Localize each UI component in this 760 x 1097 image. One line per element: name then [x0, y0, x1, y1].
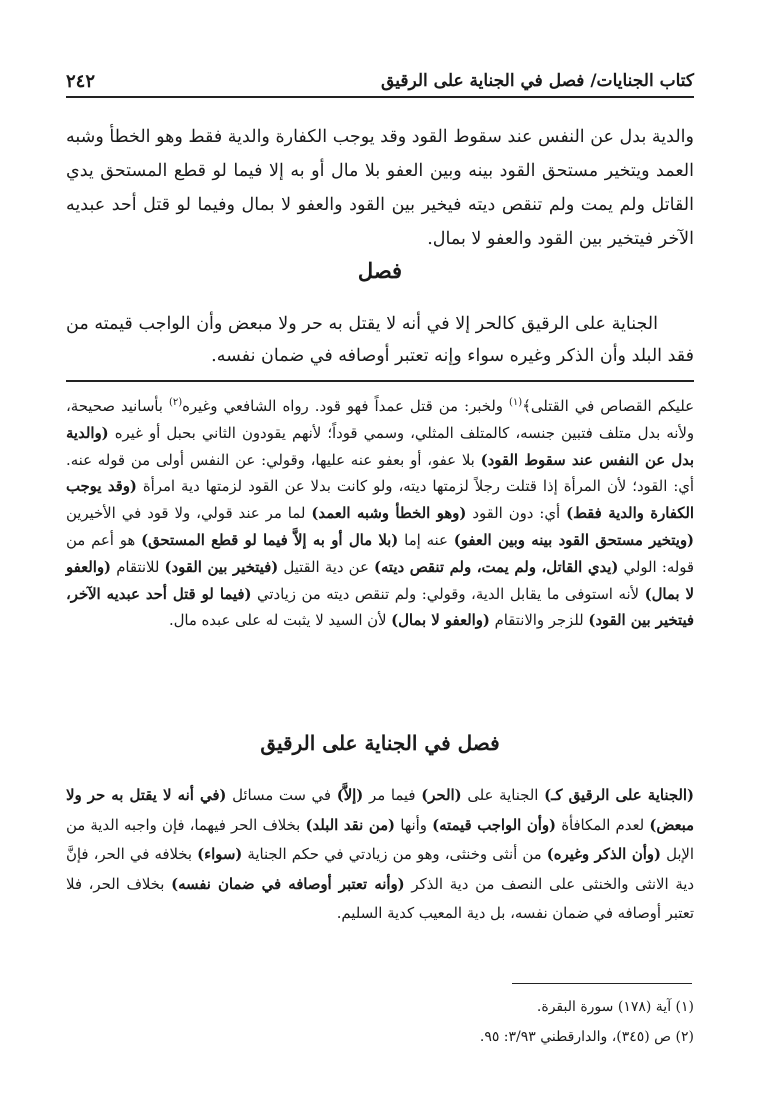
commentary-text: وأنها [395, 816, 433, 834]
commentary-text: بخلاف الحر، فلا تعتبر أوصافه في ضمان نفسه، بل دية المعيب كدية السليم. [66, 875, 694, 922]
quoted-matn: (ويتخير مستحق القود بينه وبين العفو) [453, 531, 694, 549]
commentary-block-2 [66, 781, 694, 929]
commentary-text: ولخبر: من قتل عمداً فهو قود. رواه الشافعي وغيره [182, 397, 510, 415]
quoted-matn: (سواء) [197, 846, 243, 863]
quoted-matn: (والعفو لا بمال) [391, 612, 490, 630]
quoted-matn: (إلاَّ) [336, 787, 364, 804]
commentary-text: بخلافه في الحر، فإنَّ دية الانثى والخنثى على النصف من دية الذكر [66, 846, 694, 893]
section-heading: فصل [357, 258, 403, 283]
commentary-text: لعدم المكافأة [556, 816, 650, 834]
footnote-ref: (١) [509, 397, 523, 408]
quoted-matn: (وأنه تعتبر أوصافه في ضمان نفسه) [171, 875, 405, 893]
commentary-text: من أنثى وخنثى، وهو من زيادتي في حكم الجناية [242, 846, 547, 863]
commentary-text: بلا عفو، أو بعفو عنه عليها، وقولي: عن النفس أولى من قوله عنه. أي: القود؛ لأن المرأة إذا قتلت رجلاً لزمتها ديته، ولو كانت بدلا عن القود لزمتها دية امرأة [66, 451, 695, 496]
quoted-matn: (في أنه لا يقتل به حر ولا مبعض) [66, 787, 694, 834]
footnotes [66, 992, 694, 1052]
page-number: ٢٤٢ [66, 70, 96, 92]
commentary-text: في ست مسائل [226, 787, 337, 804]
commentary-text: للانتقام [111, 558, 165, 576]
quoted-matn: (يدي القاتل، ولم يمت، ولم تنقص ديته) [373, 558, 619, 576]
footnote-divider [512, 983, 692, 984]
commentary-text: هو أعم من قوله: الولي [66, 531, 694, 576]
commentary-text: الجناية على [461, 787, 545, 804]
quoted-matn: (فيما لو قتل أحد عبديه الآخر، فيتخير بين القود) [66, 585, 694, 630]
commentary-text: للزجر والانتقام [489, 612, 589, 630]
quoted-matn: (والدية بدل عن النفس عند سقوط القود) [66, 424, 694, 469]
commentary-text: أي: دون القود [466, 505, 567, 523]
commentary-text: لما مر عند قولي، ولا قود في الأخيرين [66, 505, 312, 523]
quoted-matn: (بلا مال أو به إلاَّ فيما لو قطع المستحق) [141, 531, 399, 549]
commentary-text: عنه إما [398, 531, 454, 549]
commentary-text: بأسانيد صحيحة، ولأنه بدل متلف فتبين جنسه، كالمتلف المثلي، وسمي قوداً؛ لأنهم يقودون الثاني بحبل أو غيره [66, 397, 694, 442]
quoted-matn: (من نقد البلد) [305, 816, 396, 834]
commentary-text: فيما مر [363, 787, 422, 804]
footnote-1: (١) آية (١٧٨) سورة البقرة. [536, 999, 694, 1015]
quoted-matn: (وأن الواجب قيمته) [432, 816, 557, 834]
subsection-heading: فصل في الجناية على الرقيق [260, 731, 500, 755]
quoted-matn: (الحر) [421, 787, 462, 804]
commentary-text: عن دية القتيل [278, 558, 374, 576]
commentary-text: لأن السيد لا يثبت له على عبده مال. [168, 612, 392, 630]
quoted-matn: (فيتخير بين القود) [164, 558, 279, 576]
commentary-block-1 [66, 390, 694, 635]
quoted-matn: (وأن الذكر وغيره) [546, 846, 661, 863]
quoted-matn: (وهو الخطأ وشبه العمد) [311, 505, 467, 523]
running-header [66, 66, 694, 98]
footnote-2: (٢) ص (٣٤٥)، والدارقطني ٣/٩٣: ٩٥. [479, 1029, 694, 1045]
quoted-matn: (والعفو لا بمال) [66, 558, 694, 603]
text-divider [66, 380, 694, 382]
header-title: كتاب الجنايات/ فصل في الجناية على الرقيق [381, 71, 694, 91]
main-text: والدية بدل عن النفس عند سقوط القود وقد يوجب الكفارة والدية فقط وهو الخطأ وشبه العمد ويتخير مستحق القود بينه وبين العفو بلا مال أو به إلا فيما لو قطع المستحق يدي القاتل ولم يمت ولم تنقص ديته فيخير بين القود والعفو لا بمال وفيما لو قتل أحد عبديه الآخر فيتخير بين القود والعفو لا بمال. [66, 127, 694, 249]
section-text: الجناية على الرقيق كالحر إلا في أنه لا يقتل به حر ولا مبعض وأن الواجب قيمته من فقد البلد وأن الذكر وغيره سواء وإنه تعتبر أوصافه في ضمان نفسه. [66, 314, 694, 366]
commentary-text: عليكم القصاص في القتلى﴾ [522, 397, 694, 415]
quoted-matn: (الجناية على الرقيق كـ) [544, 787, 694, 804]
commentary-text: بخلاف الحر فيهما، فإن واجبه الدية من الإبل [66, 816, 694, 863]
quoted-matn: (وقد يوجب الكفارة والدية فقط) [66, 478, 694, 523]
commentary-text: لأنه استوفى ما يقابل الدية، وقولي: ولم تنقص ديته من زيادتي [251, 585, 645, 603]
footnote-ref: (٢) [168, 397, 183, 408]
